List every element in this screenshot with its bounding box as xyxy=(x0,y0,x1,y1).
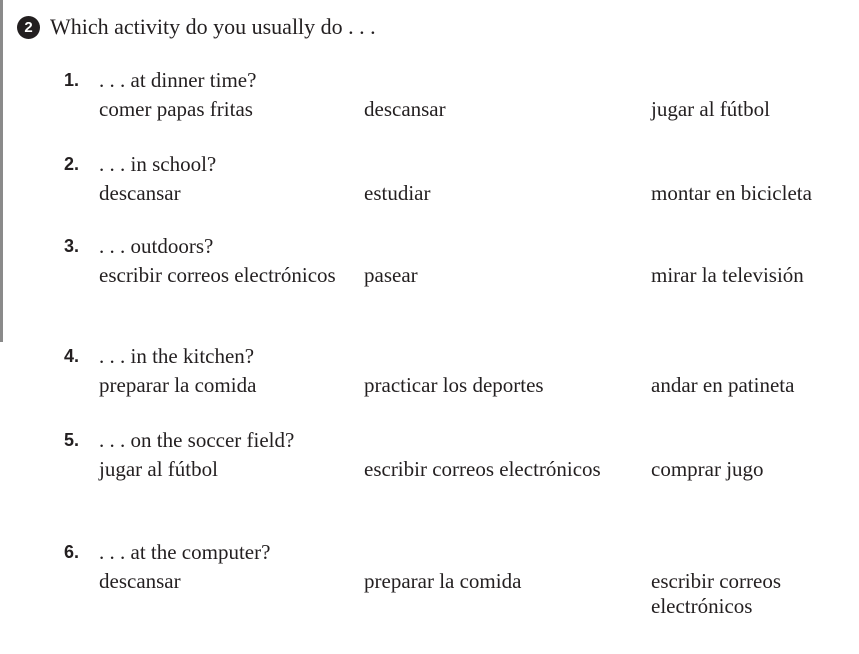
answer-options xyxy=(64,263,854,319)
answer-option-b[interactable]: preparar la comida xyxy=(364,569,522,593)
answer-option-b[interactable]: pasear xyxy=(364,263,418,287)
question-text: . . . at dinner time? xyxy=(99,67,257,92)
answer-options xyxy=(64,457,854,513)
exercise-prompt: Which activity do you usually do . . . xyxy=(50,14,376,39)
answer-option-c[interactable]: montar en bicicleta xyxy=(651,181,812,205)
answer-options xyxy=(64,569,854,625)
answer-option-c[interactable]: mirar la televisión xyxy=(651,263,804,287)
question-item-4 xyxy=(64,342,854,429)
answer-option-c[interactable]: jugar al fútbol xyxy=(651,97,770,121)
answer-option-a[interactable]: escribir correos electrónicos xyxy=(99,263,336,287)
question-text: . . . on the soccer field? xyxy=(99,427,295,452)
question-text: . . . in the kitchen? xyxy=(99,343,255,368)
answer-option-b[interactable]: estudiar xyxy=(364,181,431,205)
question-item-5 xyxy=(64,426,854,513)
question-text: . . . at the computer? xyxy=(99,539,271,564)
question-number: 4. xyxy=(64,345,80,366)
question-text: . . . in school? xyxy=(99,151,217,176)
answer-option-c[interactable]: escribir correos electrónicos xyxy=(651,569,782,618)
answer-option-a[interactable]: preparar la comida xyxy=(99,373,257,397)
answer-option-c[interactable]: comprar jugo xyxy=(651,457,764,481)
question-number: 3. xyxy=(64,235,80,256)
question-item-6 xyxy=(64,538,854,625)
question-item-1 xyxy=(64,66,854,153)
answer-option-c[interactable]: andar en patineta xyxy=(651,373,795,397)
question-number: 6. xyxy=(64,541,80,562)
question-number: 1. xyxy=(64,69,80,90)
answer-option-a[interactable]: descansar xyxy=(99,181,181,205)
question-number: 5. xyxy=(64,429,80,450)
answer-options xyxy=(64,97,854,153)
question-text: . . . outdoors? xyxy=(99,233,214,258)
left-margin-rule xyxy=(0,0,3,342)
answer-option-a[interactable]: descansar xyxy=(99,569,181,593)
exercise-header xyxy=(17,12,376,42)
answer-options xyxy=(64,181,854,237)
question-item-3 xyxy=(64,232,854,319)
answer-option-b[interactable]: practicar los deportes xyxy=(364,373,544,397)
answer-option-b[interactable]: descansar xyxy=(364,97,446,121)
answer-options xyxy=(64,373,854,429)
answer-option-b[interactable]: escribir correos electrónicos xyxy=(364,457,601,481)
exercise-number-badge: 2 xyxy=(17,16,40,39)
question-item-2 xyxy=(64,150,854,237)
answer-option-a[interactable]: comer papas fritas xyxy=(99,97,253,121)
answer-option-a[interactable]: jugar al fútbol xyxy=(99,457,218,481)
question-number: 2. xyxy=(64,153,80,174)
